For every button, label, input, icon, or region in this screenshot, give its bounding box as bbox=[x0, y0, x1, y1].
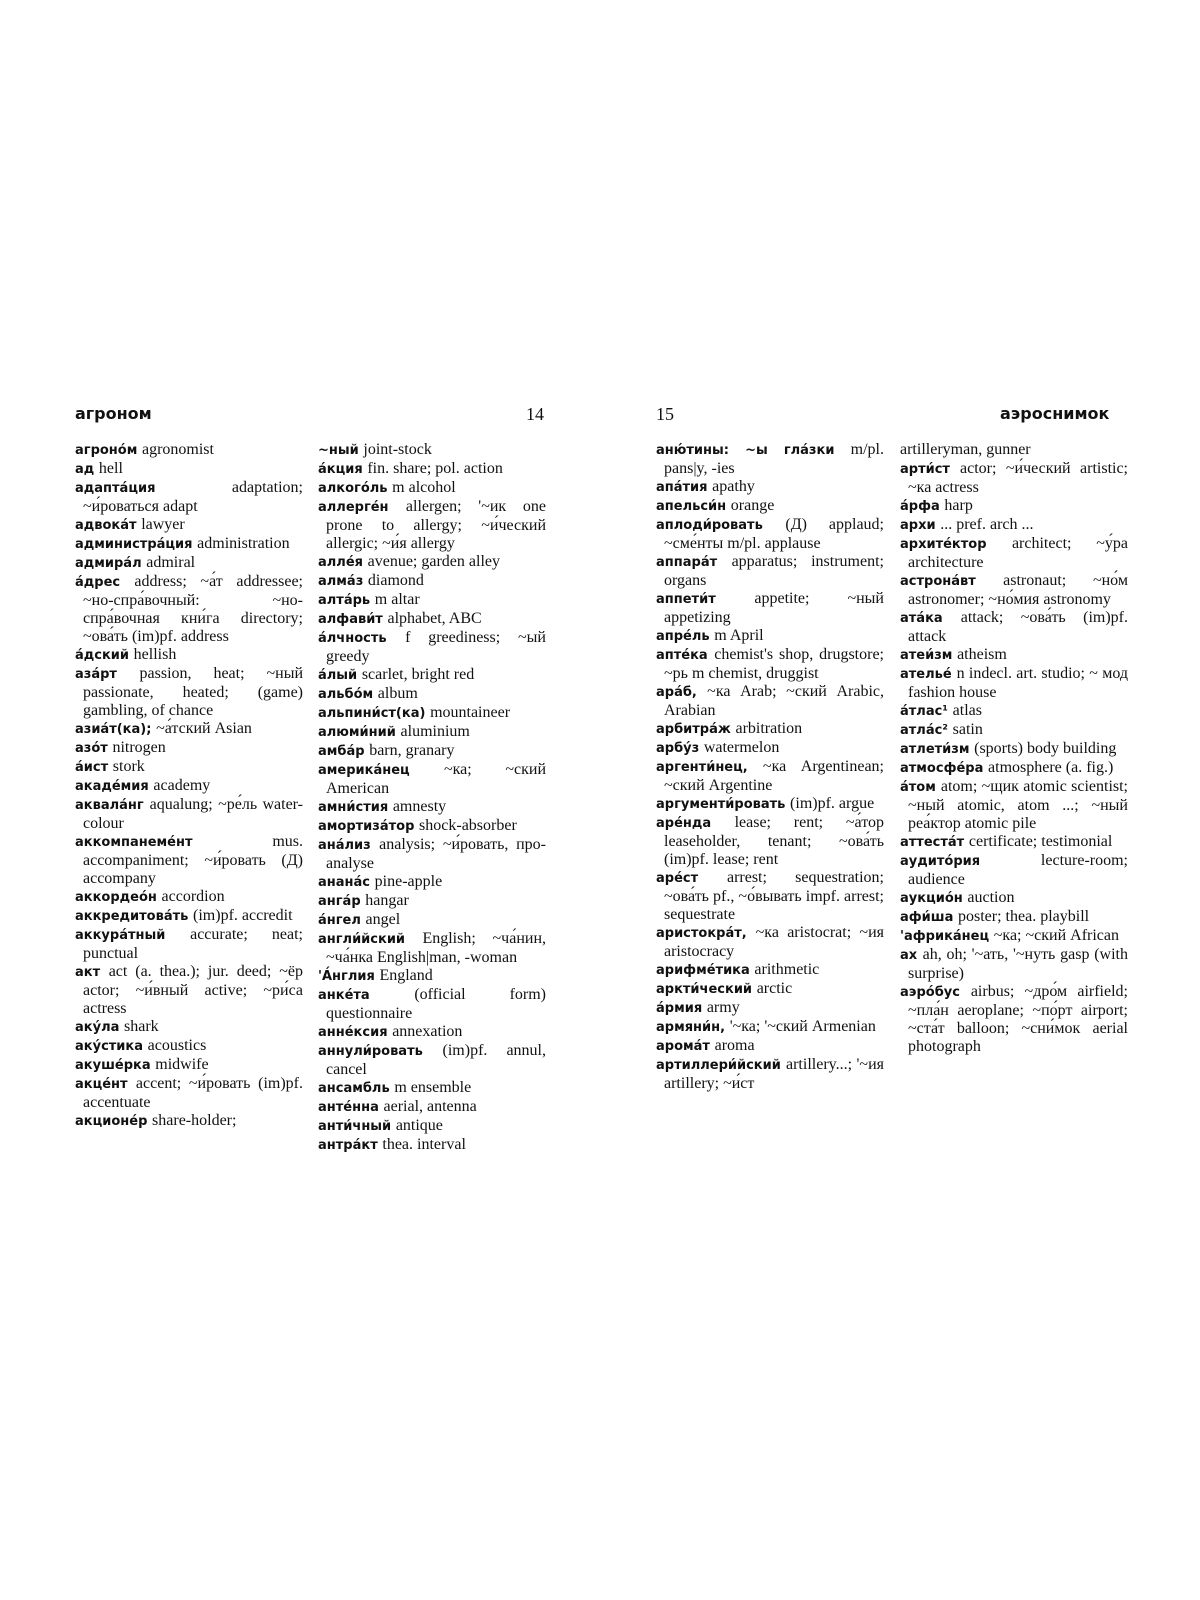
dictionary-entry bbox=[656, 553, 884, 590]
entry-headword: ата́ка bbox=[900, 611, 943, 626]
dictionary-entry bbox=[656, 924, 884, 961]
right-guide-word: аэроснимок bbox=[1000, 404, 1110, 423]
dictionary-entry bbox=[75, 1075, 303, 1112]
entry-translation: atmosphere (a. fig.) bbox=[988, 759, 1114, 776]
dictionary-entry bbox=[900, 516, 1128, 535]
entry-translation: share-holder; bbox=[152, 1112, 237, 1129]
entry-headword: атеи́зм bbox=[900, 648, 953, 663]
entry-translation: appetite; ~ный appetizing bbox=[664, 590, 884, 626]
left-page-number: 14 bbox=[526, 404, 544, 424]
left-column-2 bbox=[318, 441, 546, 1155]
entry-translation: ah, oh; '~ать, '~нуть gasp (with surprise) bbox=[908, 946, 1129, 982]
dictionary-entry bbox=[900, 852, 1128, 889]
entry-translation: agronomist bbox=[141, 441, 214, 458]
entry-headword: аэро́бус bbox=[900, 985, 960, 1000]
dictionary-entry bbox=[318, 742, 546, 761]
dictionary-entry bbox=[656, 590, 884, 627]
entry-headword: аппара́т bbox=[656, 555, 718, 570]
entry-headword: алюми́ний bbox=[318, 725, 396, 740]
entry-translation: amnesty bbox=[392, 798, 447, 815]
entry-translation: aerial, antenna bbox=[383, 1098, 477, 1115]
entry-headword: алма́з bbox=[318, 574, 364, 589]
entry-translation: (Д) applaud; ~сме́нты m/pl. applause bbox=[664, 516, 884, 552]
entry-translation: atom; ~щик atomic scientist; ~ный atomic, atom ...; ~ный реа́ктор atomic pile bbox=[908, 778, 1128, 832]
entry-headword: аттеста́т bbox=[900, 835, 965, 850]
dictionary-entry bbox=[75, 554, 303, 573]
entry-headword: аркти́ческий bbox=[656, 982, 753, 997]
entry-headword: аккредитова́ть bbox=[75, 909, 189, 924]
entry-translation: mus. accompaniment; ~и́ровать (Д) accompany bbox=[83, 833, 303, 887]
entry-headword: атлети́зм bbox=[900, 742, 970, 757]
entry-translation: shock-absorber bbox=[419, 817, 517, 834]
entry-headword: 'А́нглия bbox=[318, 969, 375, 984]
entry-headword: аку́ла bbox=[75, 1020, 120, 1035]
entry-translation: ~ка Argentinean; ~ский Argentine bbox=[664, 758, 884, 794]
entry-headword: апельси́н bbox=[656, 499, 727, 514]
entry-headword: аукцио́н bbox=[900, 891, 963, 906]
entry-translation: aluminium bbox=[400, 723, 470, 740]
entry-translation: army bbox=[706, 999, 740, 1016]
entry-headword: арифме́тика bbox=[656, 963, 750, 978]
entry-translation: analysis; ~и́ровать, про- analyse bbox=[326, 836, 547, 872]
entry-translation: address; ~а́т addressee; ~но-спра́вочный: ~но-спра́вочная кни́га directory; ~ова́ть (im)pf. address bbox=[83, 573, 304, 645]
entry-translation: ~ка Arab; ~ский Arabic, Arabian bbox=[664, 683, 885, 719]
dictionary-entry bbox=[318, 610, 546, 629]
entry-headword: агроно́м bbox=[75, 443, 138, 458]
entry-headword: анне́ксия bbox=[318, 1025, 388, 1040]
entry-headword: аккомпанеме́нт bbox=[75, 835, 193, 850]
entry-headword: а́тлас¹ bbox=[900, 704, 949, 719]
dictionary-entry bbox=[318, 761, 546, 798]
entry-headword: амортиза́тор bbox=[318, 819, 415, 834]
dictionary-entry bbox=[318, 930, 546, 967]
entry-headword: а́нгел bbox=[318, 913, 361, 928]
entry-translation: lecture-room; audience bbox=[908, 852, 1128, 888]
entry-translation: (sports) body building bbox=[974, 740, 1117, 757]
dictionary-entry bbox=[75, 460, 303, 479]
entry-translation: (im)pf. accredit bbox=[193, 907, 293, 924]
entry-headword: а́лчность bbox=[318, 631, 387, 646]
dictionary-entry bbox=[656, 1037, 884, 1056]
dictionary-entry bbox=[318, 498, 546, 553]
entry-translation: lease; rent; ~а́тор leaseholder, tenant; ~ова́ть (im)pf. lease; rent bbox=[664, 814, 884, 868]
entry-translation: album bbox=[377, 685, 418, 702]
dictionary-entry bbox=[656, 961, 884, 980]
dictionary-entry bbox=[75, 1112, 303, 1131]
entry-translation: artillery...; '~ия artillery; ~и́ст bbox=[664, 1056, 884, 1092]
dictionary-entry bbox=[318, 553, 546, 572]
dictionary-entry bbox=[900, 946, 1128, 983]
entry-translation: architect; ~у́ра architecture bbox=[908, 535, 1128, 571]
entry-translation: stork bbox=[112, 758, 145, 775]
entry-headword: акционе́р bbox=[75, 1114, 148, 1129]
entry-translation: ~ка; ~ский African bbox=[993, 927, 1119, 944]
entry-headword: армяни́н, bbox=[656, 1020, 726, 1035]
entry-headword: аннули́ровать bbox=[318, 1044, 423, 1059]
entry-translation: accurate; neat; punctual bbox=[83, 926, 303, 962]
entry-headword: аню́тины: ~ы гла́зки bbox=[656, 443, 835, 458]
left-column-1 bbox=[75, 441, 303, 1131]
right-column-1 bbox=[656, 441, 884, 1093]
dictionary-entry bbox=[318, 685, 546, 704]
entry-headword: анке́та bbox=[318, 988, 370, 1003]
entry-headword: аппети́т bbox=[656, 592, 716, 607]
dictionary-entry bbox=[75, 479, 303, 516]
entry-headword: арти́ст bbox=[900, 462, 950, 477]
entry-headword: ах bbox=[900, 948, 918, 963]
entry-headword: а́кция bbox=[318, 462, 363, 477]
entry-translation: avenue; garden alley bbox=[367, 553, 500, 570]
entry-headword: аргументи́ровать bbox=[656, 797, 786, 812]
dictionary-entry bbox=[75, 888, 303, 907]
dictionary-entry bbox=[656, 441, 884, 478]
dictionary-entry bbox=[318, 1098, 546, 1117]
entry-headword: адмира́л bbox=[75, 556, 142, 571]
dictionary-entry bbox=[318, 986, 546, 1023]
dictionary-entry bbox=[900, 609, 1128, 646]
entry-translation: ~а́тский Asian bbox=[156, 720, 252, 737]
entry-translation: scarlet, bright red bbox=[361, 666, 475, 683]
entry-headword: артиллери́йский bbox=[656, 1058, 781, 1073]
dictionary-entry bbox=[318, 479, 546, 498]
entry-headword: а́дский bbox=[75, 648, 130, 663]
entry-translation: ~ка; ~ский American bbox=[326, 761, 547, 797]
entry-translation: watermelon bbox=[703, 739, 780, 756]
dictionary-entry bbox=[318, 591, 546, 610]
entry-translation: '~ка; '~ский Armenian bbox=[729, 1018, 876, 1035]
entry-headword: астрона́вт bbox=[900, 574, 976, 589]
dictionary-entry bbox=[75, 739, 303, 758]
entry-translation: shark bbox=[124, 1018, 159, 1035]
dictionary-entry bbox=[900, 889, 1128, 908]
entry-headword: 'африка́нец bbox=[900, 929, 990, 944]
dictionary-entry bbox=[318, 1023, 546, 1042]
entry-headword: амба́р bbox=[318, 744, 365, 759]
entry-translation: chemist's shop, drugstore; ~рь m chemist, druggist bbox=[664, 646, 884, 682]
entry-headword: аплоди́ровать bbox=[656, 518, 763, 533]
dictionary-entry bbox=[656, 999, 884, 1018]
dictionary-entry bbox=[656, 627, 884, 646]
entry-translation: airbus; ~дро́м airfield; ~пла́н aeroplane; ~по́рт airport; ~ста́т balloon; ~сни́мок aerial photograph bbox=[908, 983, 1128, 1055]
entry-translation: auction bbox=[967, 889, 1015, 906]
dictionary-entry bbox=[318, 967, 546, 986]
entry-translation: hellish bbox=[133, 646, 177, 663]
dictionary-entry bbox=[75, 833, 303, 888]
entry-translation: n indecl. art. studio; ~ мод fashion house bbox=[908, 665, 1128, 701]
entry-translation: passion, heat; ~ный passionate, heated; (game) gambling, of chance bbox=[83, 665, 304, 719]
entry-translation: poster; thea. playbill bbox=[958, 908, 1090, 925]
dictionary-entry bbox=[318, 1136, 546, 1155]
entry-headword: акце́нт bbox=[75, 1077, 128, 1092]
dictionary-entry bbox=[318, 629, 546, 666]
entry-translation: certificate; testimonial bbox=[968, 833, 1113, 850]
dictionary-entry bbox=[75, 796, 303, 833]
entry-translation: (im)pf. argue bbox=[790, 795, 875, 812]
entry-translation: thea. interval bbox=[382, 1136, 466, 1153]
entry-translation: annexation bbox=[392, 1023, 463, 1040]
dictionary-entry bbox=[75, 516, 303, 535]
entry-translation: (im)pf. annul, cancel bbox=[326, 1042, 546, 1078]
entry-headword: амни́стия bbox=[318, 800, 389, 815]
entry-translation: astronaut; ~но́м astronomer; ~но́мия astronomy bbox=[908, 572, 1128, 608]
entry-headword: азо́т bbox=[75, 741, 108, 756]
dictionary-entry bbox=[656, 516, 884, 553]
entry-translation: atlas bbox=[952, 702, 982, 719]
right-page bbox=[600, 0, 1200, 1600]
entry-headword: администра́ция bbox=[75, 537, 193, 552]
entry-translation: apparatus; instrument; organs bbox=[664, 553, 884, 589]
entry-headword: акт bbox=[75, 965, 101, 980]
entry-headword: а́том bbox=[900, 780, 936, 795]
entry-translation: English; ~ча́нин, ~ча́нка English|man, -woman bbox=[326, 930, 547, 966]
entry-translation: aroma bbox=[714, 1037, 755, 1054]
entry-translation: m ensemble bbox=[394, 1079, 472, 1096]
entry-headword: арбитра́ж bbox=[656, 722, 731, 737]
entry-translation: administration bbox=[197, 535, 290, 552]
entry-translation: admiral bbox=[146, 554, 196, 571]
dictionary-entry bbox=[75, 646, 303, 665]
dictionary-entry bbox=[318, 572, 546, 591]
entry-headword: а́ист bbox=[75, 760, 109, 775]
entry-headword: ад bbox=[75, 462, 95, 477]
entry-headword: ансамбль bbox=[318, 1081, 390, 1096]
dictionary-entry bbox=[318, 817, 546, 836]
entry-headword: аквала́нг bbox=[75, 798, 144, 813]
dictionary-entry bbox=[900, 441, 1128, 460]
entry-translation: arctic bbox=[756, 980, 793, 997]
entry-translation: academy bbox=[153, 777, 211, 794]
entry-headword: акуше́рка bbox=[75, 1058, 151, 1073]
entry-headword: арбу́з bbox=[656, 741, 700, 756]
entry-translation: m April bbox=[714, 627, 764, 644]
dictionary-entry bbox=[656, 980, 884, 999]
entry-translation: apathy bbox=[712, 478, 755, 495]
entry-headword: альпини́ст(ка) bbox=[318, 706, 426, 721]
entry-headword: алфави́т bbox=[318, 612, 383, 627]
entry-translation: antique bbox=[395, 1117, 443, 1134]
entry-headword: антра́кт bbox=[318, 1138, 378, 1153]
entry-translation: hangar bbox=[365, 892, 409, 909]
entry-headword: ара́б, bbox=[656, 685, 697, 700]
dictionary-entry bbox=[656, 683, 884, 720]
entry-headword: аре́нда bbox=[656, 816, 712, 831]
entry-headword: анга́р bbox=[318, 894, 361, 909]
dictionary-entry bbox=[75, 441, 303, 460]
right-page-number: 15 bbox=[656, 404, 674, 424]
entry-translation: aqualung; ~ре́ль water-colour bbox=[83, 796, 304, 832]
entry-headword: апте́ка bbox=[656, 648, 708, 663]
dictionary-entry bbox=[318, 460, 546, 479]
entry-headword: аккордео́н bbox=[75, 890, 157, 905]
dictionary-entry bbox=[318, 892, 546, 911]
entry-headword: америка́нец bbox=[318, 763, 410, 778]
entry-translation: satin bbox=[952, 721, 983, 738]
dictionary-entry bbox=[656, 795, 884, 814]
entry-translation: m altar bbox=[374, 591, 420, 608]
dictionary-entry bbox=[900, 721, 1128, 740]
dictionary-entry bbox=[656, 1018, 884, 1037]
entry-translation: midwife bbox=[155, 1056, 209, 1073]
entry-headword: а́лый bbox=[318, 668, 358, 683]
entry-translation: ... pref. arch ... bbox=[940, 516, 1034, 533]
dictionary-entry bbox=[318, 441, 546, 460]
entry-headword: ана́лиз bbox=[318, 838, 371, 853]
dictionary-entry bbox=[75, 963, 303, 1018]
dictionary-entry bbox=[75, 720, 303, 739]
dictionary-entry bbox=[900, 572, 1128, 609]
dictionary-entry bbox=[318, 1117, 546, 1136]
entry-headword: азиа́т(ка); bbox=[75, 722, 152, 737]
dictionary-entry bbox=[656, 869, 884, 924]
dictionary-entry bbox=[318, 911, 546, 930]
entry-headword: алле́я bbox=[318, 555, 363, 570]
entry-translation: arbitration bbox=[735, 720, 803, 737]
entry-headword: аку́стика bbox=[75, 1039, 144, 1054]
dictionary-entry bbox=[656, 478, 884, 497]
entry-headword: алта́рь bbox=[318, 593, 371, 608]
entry-translation: attack; ~ова́ть (im)pf. attack bbox=[908, 609, 1128, 645]
entry-translation: actor; ~и́ческий artistic; ~ка actress bbox=[908, 460, 1128, 496]
entry-headword: а́рмия bbox=[656, 1001, 703, 1016]
entry-headword: ателье́ bbox=[900, 667, 952, 682]
dictionary-entry bbox=[318, 723, 546, 742]
dictionary-entry bbox=[900, 983, 1128, 1056]
dictionary-entry bbox=[75, 1056, 303, 1075]
entry-headword: аудито́рия bbox=[900, 854, 981, 869]
entry-translation: orange bbox=[730, 497, 775, 514]
dictionary-entry bbox=[75, 1037, 303, 1056]
dictionary-entry bbox=[75, 777, 303, 796]
dictionary-entry bbox=[900, 535, 1128, 572]
entry-headword: а́рфа bbox=[900, 499, 940, 514]
entry-headword: аллерге́н bbox=[318, 500, 389, 515]
entry-headword: атла́с² bbox=[900, 723, 949, 738]
dictionary-entry bbox=[75, 535, 303, 554]
dictionary-entry bbox=[318, 798, 546, 817]
entry-headword: анана́с bbox=[318, 875, 370, 890]
dictionary-entry bbox=[75, 907, 303, 926]
dictionary-entry bbox=[318, 1079, 546, 1098]
entry-headword: аре́ст bbox=[656, 871, 699, 886]
dictionary-entry bbox=[75, 1018, 303, 1037]
entry-headword: аккура́тный bbox=[75, 928, 166, 943]
dictionary-entry bbox=[900, 646, 1128, 665]
entry-translation: artilleryman, gunner bbox=[900, 441, 1031, 458]
dictionary-entry bbox=[318, 704, 546, 723]
entry-translation: barn, granary bbox=[369, 742, 455, 759]
entry-translation: atheism bbox=[957, 646, 1007, 663]
dictionary-entry bbox=[75, 926, 303, 963]
entry-translation: acoustics bbox=[147, 1037, 207, 1054]
entry-translation: accordion bbox=[161, 888, 225, 905]
entry-translation: angel bbox=[365, 911, 401, 928]
dictionary-entry bbox=[656, 758, 884, 795]
entry-translation: m/pl. pans|y, -ies bbox=[664, 441, 884, 477]
entry-headword: альбо́м bbox=[318, 687, 374, 702]
entry-headword: алкого́ль bbox=[318, 481, 388, 496]
entry-translation: ~ка aristocrat; ~ия aristocracy bbox=[664, 924, 884, 960]
dictionary-entry bbox=[900, 927, 1128, 946]
entry-headword: афи́ша bbox=[900, 910, 954, 925]
entry-translation: alphabet, ABC bbox=[387, 610, 482, 627]
dictionary-entry bbox=[318, 666, 546, 685]
dictionary-entry bbox=[75, 665, 303, 720]
entry-translation: adaptation; ~и́роваться adapt bbox=[83, 479, 303, 515]
entry-translation: act (a. thea.); jur. deed; ~ёр actor; ~и́вный active; ~ри́са actress bbox=[83, 963, 304, 1017]
entry-translation: England bbox=[379, 967, 433, 984]
dictionary-entry bbox=[900, 497, 1128, 516]
entry-headword: ~ный bbox=[318, 443, 359, 458]
entry-headword: архи bbox=[900, 518, 936, 533]
left-guide-word: агроном bbox=[75, 404, 152, 423]
entry-translation: arrest; sequestration; ~ова́ть pf., ~о́вывать impf. arrest; sequestrate bbox=[664, 869, 884, 923]
entry-headword: адвока́т bbox=[75, 518, 137, 533]
dictionary-entry bbox=[656, 814, 884, 869]
entry-translation: harp bbox=[944, 497, 973, 514]
entry-headword: аза́рт bbox=[75, 667, 117, 682]
entry-translation: pine-apple bbox=[374, 873, 443, 890]
entry-headword: а́дрес bbox=[75, 575, 121, 590]
dictionary-entry bbox=[900, 759, 1128, 778]
entry-headword: аргенти́нец, bbox=[656, 760, 748, 775]
entry-headword: архите́ктор bbox=[900, 537, 987, 552]
dictionary-entry bbox=[75, 573, 303, 646]
dictionary-entry bbox=[900, 460, 1128, 497]
dictionary-entry bbox=[318, 836, 546, 873]
entry-headword: апа́тия bbox=[656, 480, 708, 495]
entry-headword: анте́нна bbox=[318, 1100, 379, 1115]
entry-translation: nitrogen bbox=[112, 739, 166, 756]
entry-headword: аристокра́т, bbox=[656, 926, 747, 941]
entry-translation: arithmetic bbox=[754, 961, 820, 978]
dictionary-entry bbox=[318, 1042, 546, 1079]
entry-translation: (official form) questionnaire bbox=[326, 986, 546, 1022]
entry-headword: адапта́ция bbox=[75, 481, 156, 496]
entry-translation: fin. share; pol. action bbox=[367, 460, 503, 477]
entry-translation: lawyer bbox=[141, 516, 185, 533]
dictionary-entry bbox=[75, 758, 303, 777]
entry-translation: f greediness; ~ый greedy bbox=[326, 629, 546, 665]
dictionary-entry bbox=[900, 702, 1128, 721]
dictionary-entry bbox=[900, 833, 1128, 852]
entry-translation: hell bbox=[98, 460, 123, 477]
entry-translation: allergen; '~ик one prone to allergy; ~и́ческий allergic; ~и́я allergy bbox=[326, 498, 547, 552]
entry-translation: accent; ~и́ровать (im)pf. accentuate bbox=[83, 1075, 303, 1111]
right-column-2 bbox=[900, 441, 1128, 1056]
entry-headword: апре́ль bbox=[656, 629, 710, 644]
dictionary-entry bbox=[900, 665, 1128, 702]
dictionary-entry bbox=[656, 739, 884, 758]
dictionary-entry bbox=[656, 497, 884, 516]
dictionary-entry bbox=[656, 1056, 884, 1093]
entry-translation: joint-stock bbox=[363, 441, 432, 458]
entry-headword: атмосфе́ра bbox=[900, 761, 984, 776]
entry-translation: m alcohol bbox=[392, 479, 456, 496]
entry-headword: арома́т bbox=[656, 1039, 710, 1054]
dictionary-entry bbox=[656, 720, 884, 739]
entry-translation: mountaineer bbox=[430, 704, 511, 721]
dictionary-entry bbox=[318, 873, 546, 892]
entry-headword: акаде́мия bbox=[75, 779, 149, 794]
entry-headword: анти́чный bbox=[318, 1119, 392, 1134]
dictionary-entry bbox=[900, 740, 1128, 759]
entry-translation: diamond bbox=[367, 572, 424, 589]
entry-headword: англи́йский bbox=[318, 932, 406, 947]
dictionary-entry bbox=[900, 778, 1128, 833]
dictionary-entry bbox=[656, 646, 884, 683]
dictionary-entry bbox=[900, 908, 1128, 927]
